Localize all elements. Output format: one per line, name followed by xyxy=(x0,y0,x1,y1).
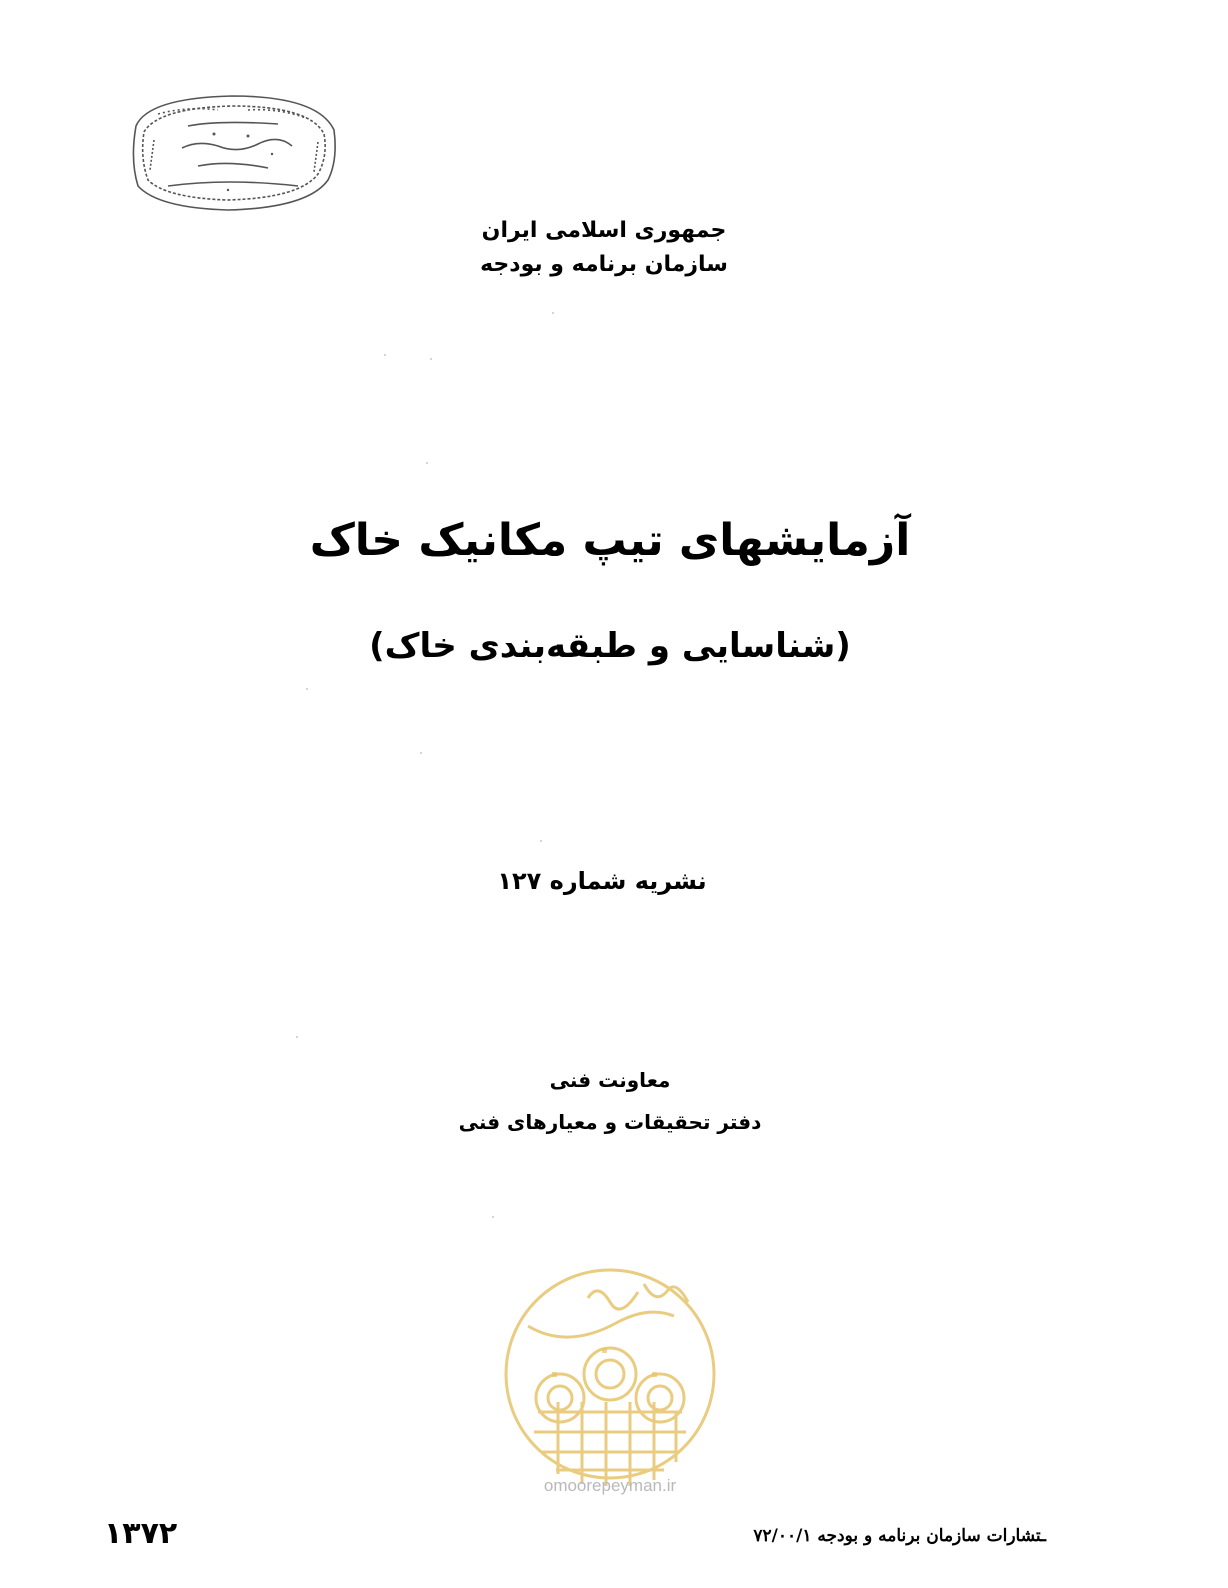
scan-speck xyxy=(296,1036,298,1038)
research-office: دفتر تحقیقات و معیارهای فنی xyxy=(458,1110,762,1134)
publication-number: نشریه شماره ۱۲۷ xyxy=(497,867,707,895)
document-title: آزمایشهای تیپ مکانیک خاک xyxy=(309,515,911,566)
publication-year: ۱۳۷۲ xyxy=(104,1516,178,1551)
watermark-url: omoorepeyman.ir xyxy=(543,1476,677,1495)
country-name: جمهوری اسلامی ایران xyxy=(481,218,727,243)
scan-speck xyxy=(430,358,432,360)
organization-name: سازمان برنامه و بودجه xyxy=(480,252,728,277)
deputy-office: معاونت فنی xyxy=(549,1068,671,1092)
scan-speck xyxy=(426,462,428,464)
library-stamp xyxy=(128,90,340,216)
scan-speck xyxy=(420,752,422,754)
document-subtitle: (شناسایی و طبقه‌بندی خاک) xyxy=(369,626,851,666)
scan-speck xyxy=(384,354,386,356)
watermark-logo xyxy=(498,1262,722,1502)
scan-speck xyxy=(540,840,542,842)
publisher-footer: ـتشارات سازمان برنامه و بودجه ۷۲/۰۰/۱ xyxy=(753,1526,1046,1546)
scan-speck xyxy=(492,1216,494,1218)
scan-speck xyxy=(306,688,308,690)
scan-speck xyxy=(552,312,554,314)
